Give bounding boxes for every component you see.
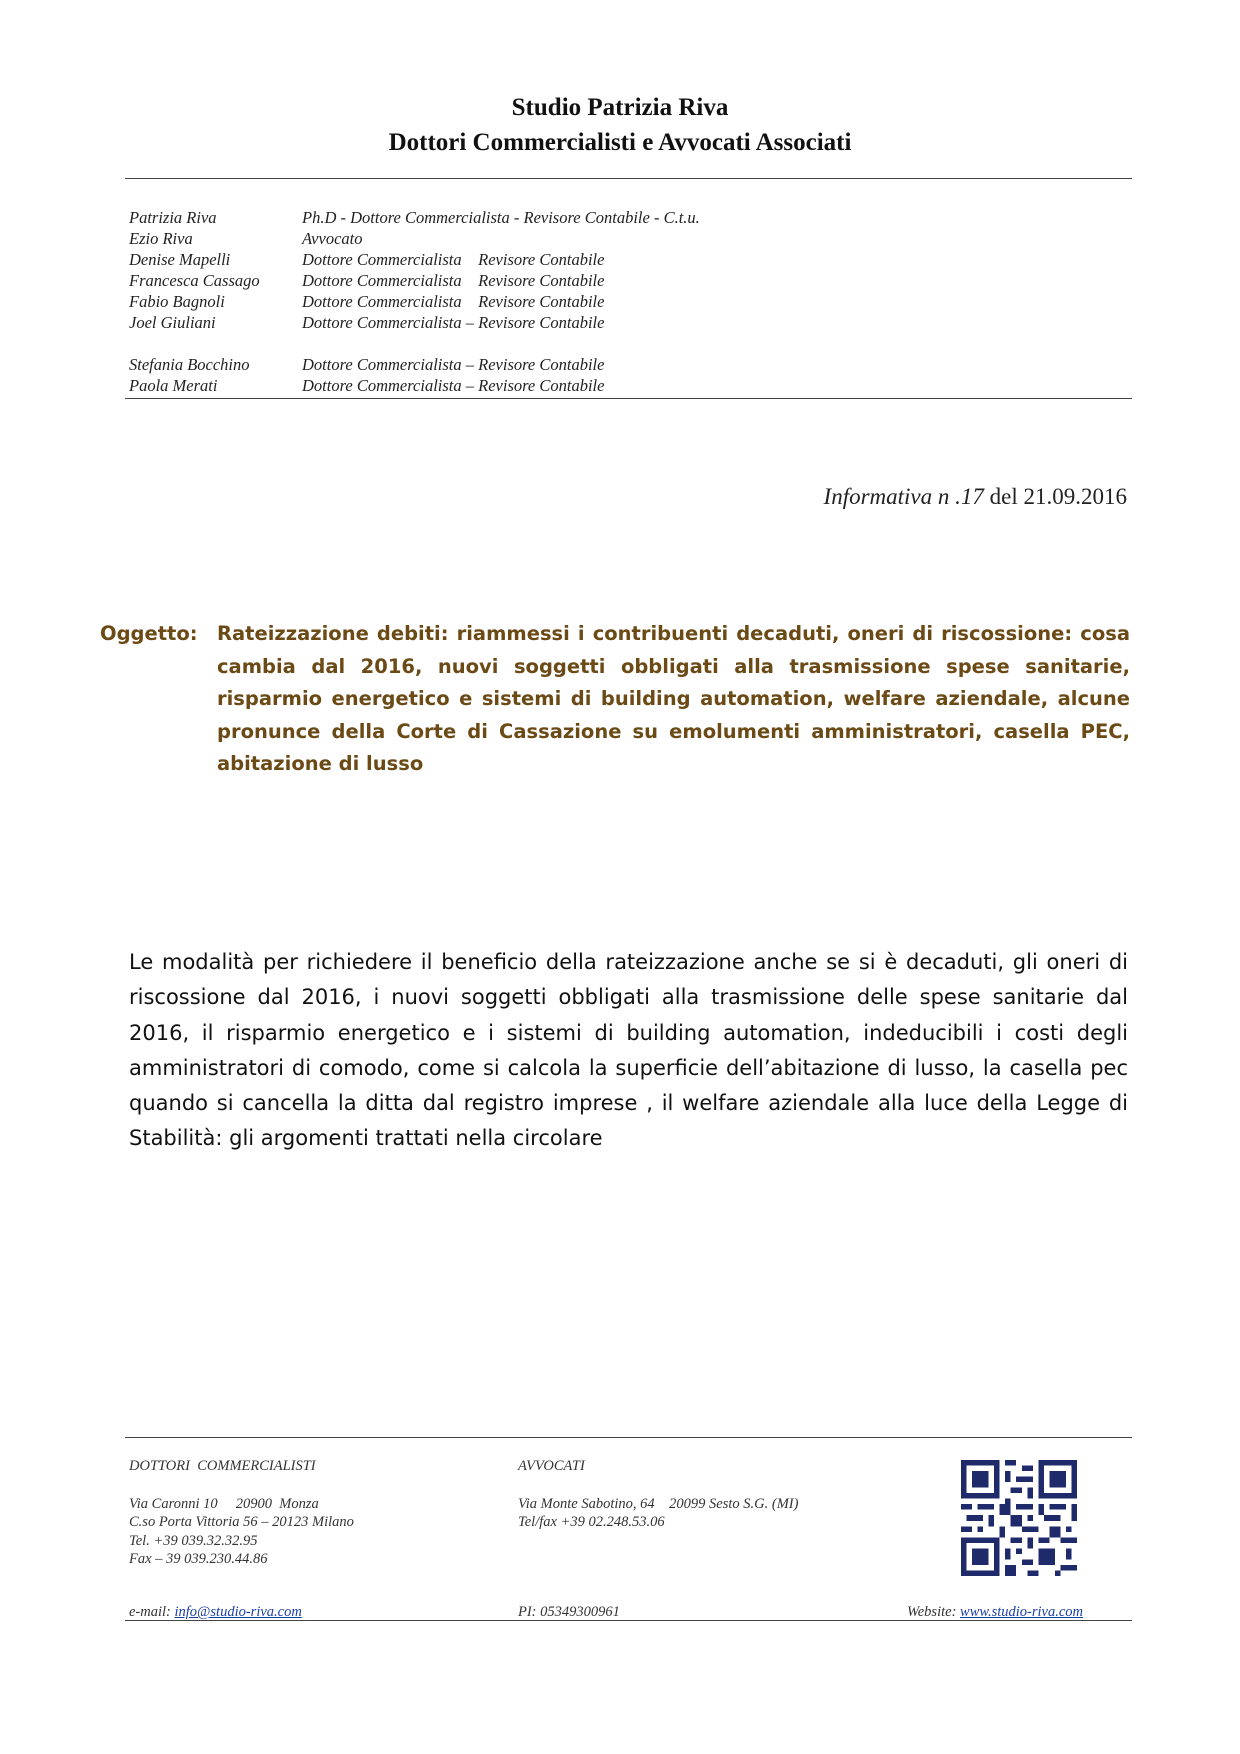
website-label: Website: [907, 1604, 961, 1620]
informativa-date: del 21.09.2016 [983, 484, 1127, 509]
staff-role: Dottore Commercialista Revisore Contabile [302, 292, 605, 311]
staff-name: Paola Merati [129, 376, 218, 395]
staff-name: Joel Giuliani [129, 313, 216, 332]
footer-bottom-divider [125, 1620, 1132, 1621]
footer-middle-line: Via Monte Sabotino, 64 20099 Sesto S.G. (MI) [518, 1495, 799, 1512]
footer-website [907, 1604, 1083, 1621]
informativa-reference [824, 484, 1127, 510]
staff-role: Dottore Commercialista Revisore Contabile [302, 250, 605, 269]
footer-avvocati [518, 1458, 798, 1533]
firm-subtitle: Dottori Commercialisti e Avvocati Associati [388, 129, 852, 156]
footer-pi: PI: 05349300961 [518, 1604, 620, 1620]
staff-name: Fabio Bagnoli [129, 292, 225, 311]
footer-left-line: Tel. +39 039.32.32.95 [129, 1532, 258, 1549]
footer-commercialisti [129, 1458, 354, 1570]
informativa-number: Informativa n .17 [823, 484, 984, 509]
footer-left-title: DOTTORI COMMERCIALISTI [129, 1458, 316, 1474]
footer-top-divider [125, 1437, 1132, 1438]
staff-role: Dottore Commercialista Revisore Contabile [302, 271, 605, 290]
staff-name: Ezio Riva [129, 229, 193, 248]
staff-role: Dottore Commercialista – Revisore Contabile [302, 355, 605, 374]
website-link[interactable]: www.studio-riva.com [960, 1604, 1084, 1620]
footer-email [129, 1604, 302, 1621]
footer-left-line: Via Caronni 10 20900 Monza [129, 1495, 319, 1512]
email-link[interactable]: info@studio-riva.com [174, 1604, 302, 1620]
staff-name: Stefania Bocchino [129, 355, 250, 374]
staff-name: Patrizia Riva [129, 208, 217, 227]
footer-middle-line: Tel/fax +39 02.248.53.06 [518, 1514, 665, 1530]
subject-block [100, 622, 1130, 781]
staff-role: Dottore Commercialista – Revisore Contabile [302, 313, 605, 332]
firm-name: Studio Patrizia Riva [511, 94, 729, 121]
footer-left-line: Fax – 39 039.230.44.86 [129, 1551, 268, 1567]
email-label: e-mail: [129, 1604, 175, 1620]
subject-label: Oggetto: [100, 622, 198, 645]
staff-role: Avvocato [302, 229, 363, 248]
staff-role: Dottore Commercialista – Revisore Contabile [302, 376, 605, 395]
footer-left-line: C.so Porta Vittoria 56 – 20123 Milano [129, 1514, 354, 1530]
staff-name: Francesca Cassago [129, 271, 260, 290]
qr-code-icon [956, 1460, 1082, 1576]
letterhead [0, 90, 1240, 160]
staff-name: Denise Mapelli [129, 250, 231, 269]
staff-role: Ph.D - Dottore Commercialista - Revisore Contabile - C.t.u. [302, 208, 700, 227]
body-paragraph: Le modalità per richiedere il beneficio della rateizzazione anche se si è decaduti, gli oneri di riscossione dal 2016, i nuovi soggetti obbligati alla trasmissione delle spese sanitarie dal 2016, il risparmio energetico e i sistemi di building automation, indeducibili i costi degli amministratori di comodo, come si calcola la superficie dell’abitazione di lusso, la casella pec quando si cancella la ditta dal registro imprese , il welfare aziendale alla luce della Legge di Stabilità: gli argomenti trattati nella circolare [129, 950, 1128, 1151]
header-top-divider [125, 178, 1132, 179]
footer-middle-title: AVVOCATI [518, 1458, 585, 1474]
subject-text: Rateizzazione debiti: riammessi i contribuenti decaduti, oneri di riscossione: cosa cambia dal 2016, nuovi soggetti obbligati alla trasmissione spese sanitarie, risparmio energetico e sistemi di building automation, welfare aziendale, alcune pronunce della Corte di Cassazione su emolumenti amministratori, casella PEC, abitazione di lusso [217, 622, 1130, 775]
header-bottom-divider [125, 398, 1132, 399]
